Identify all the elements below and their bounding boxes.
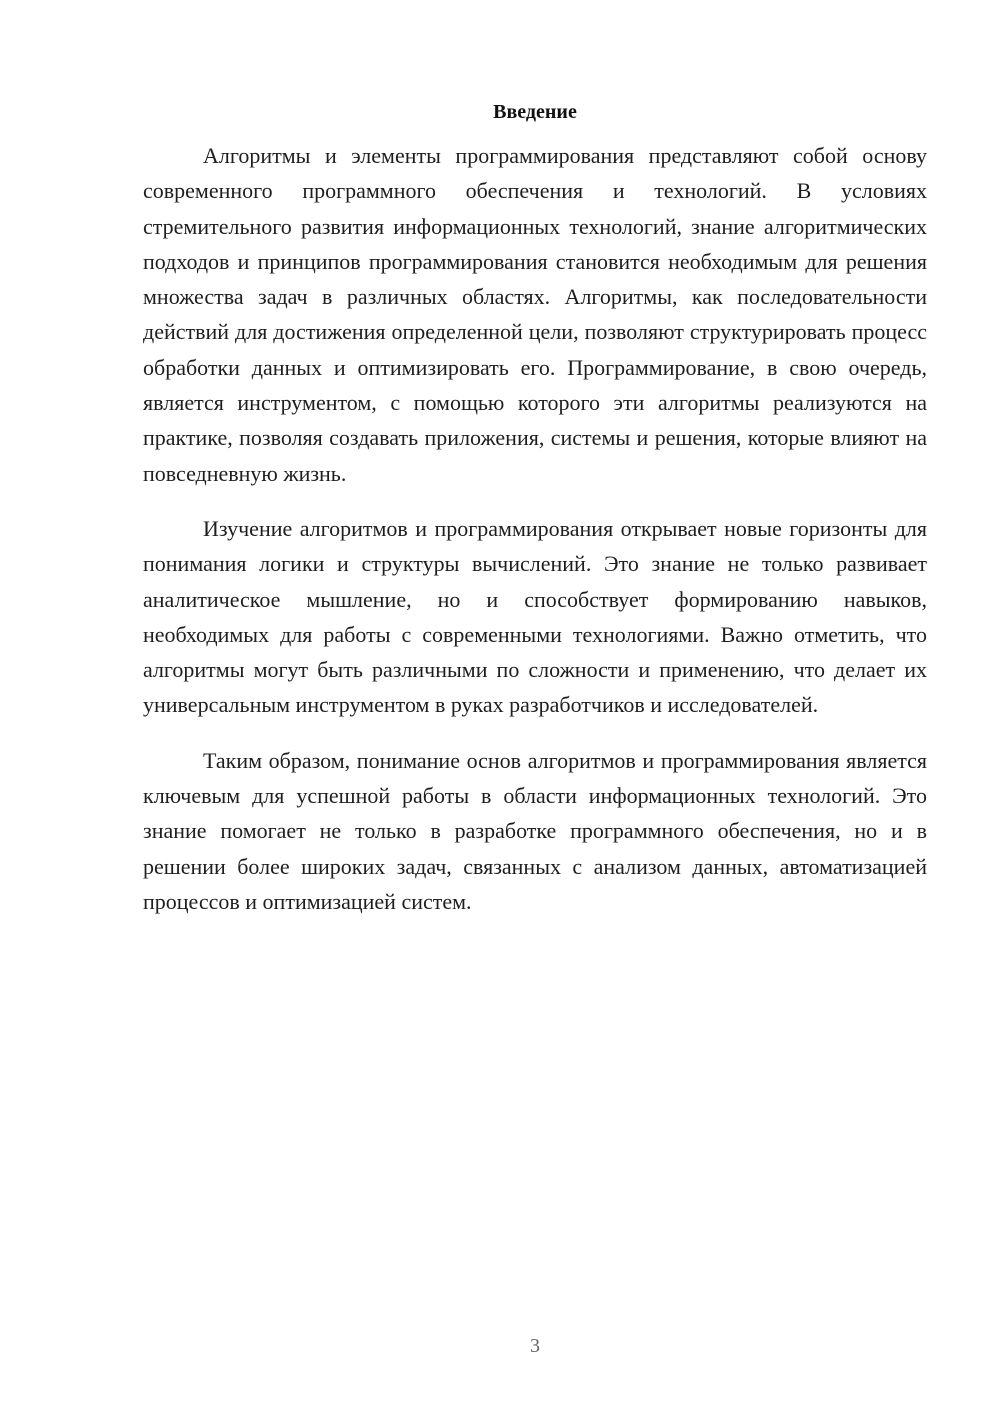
page-content	[143, 98, 927, 939]
paragraph-2: Изучение алгоритмов и программирования открывает новые горизонты для понимания логики и структуры вычислений. Это знание не только развивает аналитическое мышление, но и способствует формированию навыков, необходимых для работы с современными технологиями. Важно отметить, что алгоритмы могут быть различными по сложности и применению, что делает их универсальным инструментом в руках разработчиков и исследователей.	[143, 515, 927, 718]
paragraph-3: Таким образом, понимание основ алгоритмов и программирования является ключевым для успешной работы в области информационных технологий. Это знание помогает не только в разработке программного обеспечения, но и в решении более широких задач, связанных с анализом данных, автоматизацией процессов и оптимизацией систем.	[143, 747, 927, 914]
paragraph-1: Алгоритмы и элементы программирования представляют собой основу современного программного обеспечения и технологий. В условиях стремительного развития информационных технологий, знание алгоритмических подходов и принципов программирования становится необходимым для решения множества задач в различных областях. Алгоритмы, как последовательности действий для достижения определенной цели, позволяют структурировать процесс обработки данных и оптимизировать его. Программирование, в свою очередь, является инструментом, с помощью которого эти алгоритмы реализуются на практике, позволяя создавать приложения, системы и решения, которые влияют на повседневную жизнь.	[143, 143, 927, 486]
page-number: 3	[530, 1335, 540, 1357]
section-title: Введение	[493, 101, 577, 123]
